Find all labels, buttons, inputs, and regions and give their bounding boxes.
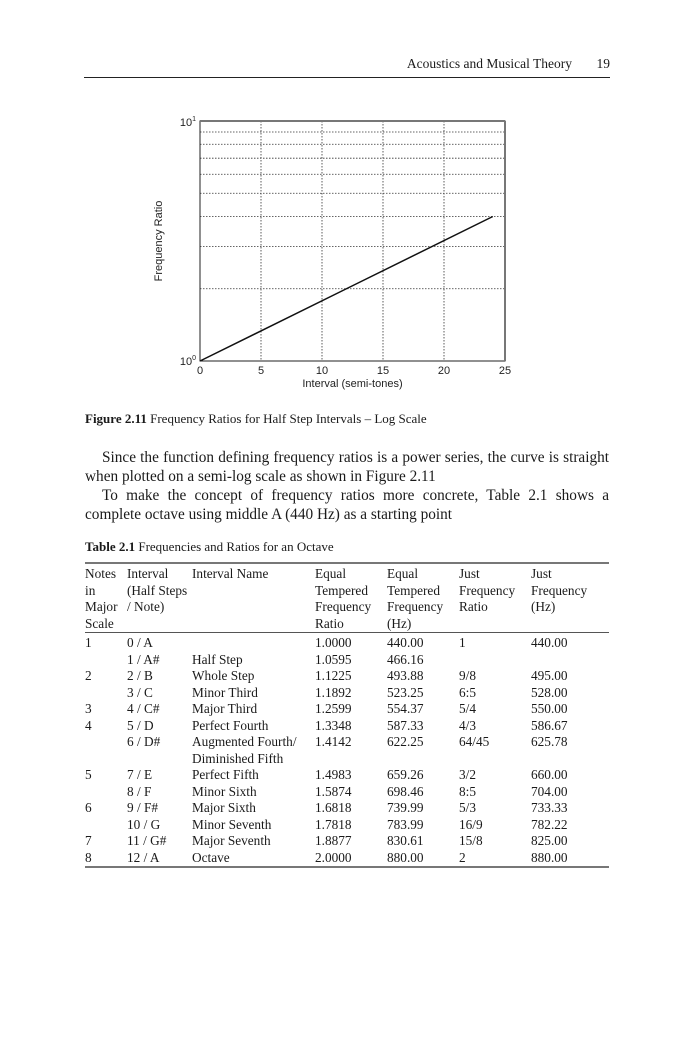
et-ratio-cell (315, 668, 387, 685)
interval-cell (127, 652, 192, 669)
interval-name-cell (192, 668, 315, 685)
et-ratio-cell (315, 850, 387, 868)
y-axis-label: Frequency Ratio (153, 200, 165, 282)
just-ratio-cell (459, 718, 531, 735)
et-ratio-cell-text: 1.4142 (315, 734, 352, 749)
just-ratio-cell (459, 685, 531, 702)
table-label: Table 2.1 (85, 539, 136, 554)
et-ratio-cell (315, 718, 387, 735)
figure-label: Figure 2.11 (85, 411, 147, 426)
just-ratio-cell-text: 16/9 (459, 816, 483, 832)
just-hz-cell-text: 586.67 (531, 717, 568, 733)
table-row (85, 767, 609, 784)
interval-name-cell (192, 833, 315, 850)
et-hz-cell-text: 880.00 (387, 849, 424, 865)
just-ratio-cell (459, 833, 531, 850)
just-hz-cell (531, 718, 609, 735)
just-hz-cell (531, 633, 609, 652)
interval-cell-text: 5 / D (127, 717, 154, 733)
just-ratio-cell (459, 668, 531, 685)
page-number: 19 (596, 56, 610, 71)
interval-cell-text: 2 / B (127, 668, 153, 683)
et-ratio-cell-text: 1.3348 (315, 717, 352, 733)
just-ratio-cell (459, 633, 531, 652)
interval-cell-text: 3 / C (127, 684, 153, 700)
column-header-line: Ratio (459, 599, 488, 614)
column-header-just-frequency-hz (531, 563, 609, 633)
interval-name-cell-text: Half Step (192, 651, 243, 667)
page-header (84, 55, 610, 78)
column-header-equal-tempered-ratio (315, 563, 387, 633)
table-header-row (85, 563, 609, 633)
interval-cell (127, 767, 192, 784)
interval-cell (127, 800, 192, 817)
table-row (85, 652, 609, 669)
just-ratio-cell-text: 4/3 (459, 717, 476, 733)
interval-cell-text: 9 / F# (127, 800, 159, 815)
column-header-line: (Half Steps (127, 582, 188, 598)
interval-cell-text: 7 / E (127, 767, 153, 782)
x-tick-label: 5 (257, 365, 265, 377)
interval-cell-text: 11 / G# (127, 833, 167, 848)
table-row (85, 718, 609, 735)
just-hz-cell (531, 850, 609, 868)
just-ratio-cell (459, 817, 531, 834)
column-header-notes-in-major-scale (85, 563, 127, 633)
table-row (85, 850, 609, 868)
et-hz-cell-text: 493.88 (387, 668, 424, 683)
just-ratio-cell (459, 734, 531, 767)
just-hz-cell (531, 734, 609, 767)
just-ratio-cell-text: 9/8 (459, 668, 476, 683)
x-tick-label: 20 (437, 365, 451, 377)
et-ratio-cell-text: 1.6818 (315, 800, 352, 815)
running-title: Acoustics and Musical Theory (406, 56, 572, 71)
note-cell-text: 8 (85, 849, 92, 865)
just-hz-cell (531, 800, 609, 817)
x-tick-label: 15 (376, 365, 390, 377)
et-ratio-cell-text: 1.7818 (315, 816, 352, 832)
just-hz-cell (531, 784, 609, 801)
et-ratio-cell (315, 652, 387, 669)
just-ratio-cell (459, 800, 531, 817)
et-ratio-cell-text: 1.0595 (315, 651, 352, 667)
et-hz-cell-text: 830.61 (387, 833, 424, 848)
figure-chart (140, 100, 540, 400)
just-hz-cell-text: 704.00 (531, 783, 568, 799)
interval-name-cell (192, 850, 315, 868)
just-ratio-cell (459, 652, 531, 669)
table-row (85, 701, 609, 718)
interval-name-cell (192, 767, 315, 784)
just-ratio-cell-text: 15/8 (459, 833, 483, 848)
table-row (85, 633, 609, 652)
just-hz-cell-text: 880.00 (531, 849, 568, 865)
et-ratio-cell (315, 633, 387, 652)
just-ratio-cell (459, 784, 531, 801)
just-hz-cell-text: 660.00 (531, 767, 568, 782)
table-row (85, 833, 609, 850)
interval-cell-text: 12 / A (127, 849, 160, 865)
interval-cell (127, 685, 192, 702)
table-row (85, 685, 609, 702)
et-ratio-cell-text: 2.0000 (315, 849, 352, 865)
et-hz-cell (387, 850, 459, 868)
note-cell (85, 734, 127, 767)
et-ratio-cell-text: 1.0000 (315, 635, 352, 650)
interval-name-cell-text: Perfect Fifth (192, 767, 259, 782)
et-hz-cell (387, 668, 459, 685)
et-hz-cell-text: 523.25 (387, 684, 424, 700)
note-cell (85, 718, 127, 735)
column-header-line: Just (531, 566, 552, 581)
note-cell-text: 1 (85, 635, 92, 650)
y-tick-label: $10^1$ (179, 116, 196, 129)
just-hz-cell-text: 495.00 (531, 668, 568, 683)
et-hz-cell (387, 767, 459, 784)
interval-name-cell-text: Augmented Fourth/ (192, 734, 297, 749)
note-cell (85, 817, 127, 834)
et-hz-cell (387, 685, 459, 702)
column-header-just-frequency-ratio (459, 563, 531, 633)
semilog-line-chart (140, 100, 540, 400)
column-header-line: (Hz) (531, 599, 556, 614)
x-tick-label: 10 (315, 365, 329, 377)
just-ratio-cell-text: 64/45 (459, 734, 490, 749)
interval-cell (127, 701, 192, 718)
x-tick-label: 0 (196, 365, 204, 377)
et-hz-cell (387, 652, 459, 669)
x-tick-label: 25 (498, 365, 512, 377)
just-ratio-cell-text: 1 (459, 635, 466, 650)
et-ratio-cell-text: 1.5874 (315, 783, 352, 799)
et-hz-cell-text: 659.26 (387, 767, 424, 782)
note-cell-text: 4 (85, 717, 92, 733)
note-cell (85, 668, 127, 685)
et-ratio-cell (315, 767, 387, 784)
just-hz-cell-text: 528.00 (531, 684, 568, 700)
interval-name-cell (192, 701, 315, 718)
et-hz-cell-text: 739.99 (387, 800, 424, 815)
interval-name-cell-text: Major Seventh (192, 833, 271, 848)
figure-caption (85, 411, 427, 427)
et-hz-cell-text: 622.25 (387, 734, 424, 749)
interval-name-cell (192, 784, 315, 801)
just-hz-cell-text: 825.00 (531, 833, 568, 848)
note-cell-text: 6 (85, 800, 92, 815)
et-hz-cell-text: 440.00 (387, 635, 424, 650)
note-cell-text: 3 (85, 701, 92, 716)
interval-cell-text: 10 / G (127, 816, 161, 832)
column-header-line: Equal (387, 566, 419, 581)
et-hz-cell-text: 698.46 (387, 783, 424, 799)
interval-name-cell (192, 800, 315, 817)
interval-name-cell (192, 685, 315, 702)
column-header-line: Ratio (315, 615, 344, 631)
just-ratio-cell-text: 5/3 (459, 800, 476, 815)
interval-cell-text: 8 / F (127, 783, 152, 799)
et-hz-cell (387, 701, 459, 718)
just-hz-cell-text: 782.22 (531, 816, 568, 832)
interval-cell (127, 784, 192, 801)
et-hz-cell (387, 817, 459, 834)
body-paragraph-2: To make the concept of frequency ratios more concrete, Table 2.1 shows a complete octave using middle A (440 Hz) as a starting point (85, 487, 609, 523)
et-ratio-cell-text: 1.4983 (315, 767, 352, 782)
interval-cell (127, 718, 192, 735)
table-row (85, 800, 609, 817)
interval-name-cell-text: Octave (192, 849, 230, 865)
just-ratio-cell-text: 5/4 (459, 701, 476, 716)
just-ratio-cell-text: 6:5 (459, 684, 476, 700)
x-axis-label: Interval (semi-tones) (302, 378, 403, 390)
y-tick-label: $10^0$ (179, 355, 196, 368)
just-ratio-cell-text: 3/2 (459, 767, 476, 782)
just-ratio-cell (459, 850, 531, 868)
et-ratio-cell (315, 817, 387, 834)
et-hz-cell (387, 800, 459, 817)
et-hz-cell-text: 783.99 (387, 816, 424, 832)
interval-name-cell (192, 734, 315, 767)
interval-name-cell (192, 817, 315, 834)
column-header-line: in (85, 582, 96, 598)
just-ratio-cell (459, 767, 531, 784)
interval-name-cell-text: Minor Sixth (192, 783, 257, 799)
note-cell-text: 5 (85, 767, 92, 782)
et-ratio-cell (315, 701, 387, 718)
interval-cell (127, 633, 192, 652)
interval-name-cell-text: Major Third (192, 701, 258, 716)
just-hz-cell-text: 625.78 (531, 734, 568, 749)
column-header-interval-name (192, 563, 315, 633)
just-ratio-cell-text: 2 (459, 849, 466, 865)
column-header-line: Interval (127, 566, 169, 581)
note-cell (85, 701, 127, 718)
column-header-line: Frequency (315, 599, 372, 614)
et-hz-cell (387, 734, 459, 767)
et-ratio-cell-text: 1.1225 (315, 668, 352, 683)
et-hz-cell-text: 554.37 (387, 701, 424, 716)
column-header-line: Interval Name (192, 566, 269, 581)
column-header-line: Just (459, 566, 480, 581)
column-header-line: (Hz) (387, 615, 412, 631)
et-ratio-cell (315, 784, 387, 801)
interval-name-cell-text: Major Sixth (192, 800, 256, 815)
frequency-ratio-table (85, 562, 609, 868)
interval-cell-text: 6 / D# (127, 734, 161, 749)
note-cell (85, 833, 127, 850)
interval-cell (127, 668, 192, 685)
et-hz-cell (387, 718, 459, 735)
just-hz-cell-text: 733.33 (531, 800, 568, 815)
note-cell (85, 652, 127, 669)
note-cell (85, 767, 127, 784)
column-header-equal-tempered-hz (387, 563, 459, 633)
just-hz-cell (531, 685, 609, 702)
interval-cell (127, 833, 192, 850)
et-hz-cell (387, 784, 459, 801)
et-hz-cell-text: 466.16 (387, 651, 424, 667)
interval-cell (127, 817, 192, 834)
column-header-line: Frequency (459, 582, 516, 598)
et-ratio-cell (315, 800, 387, 817)
table-row (85, 734, 609, 767)
interval-name-cell-text: Minor Seventh (192, 816, 272, 832)
table-row (85, 668, 609, 685)
column-header-line: Major (85, 599, 118, 614)
column-header-line: Notes (85, 566, 117, 581)
column-header-line: Frequency (531, 582, 588, 598)
note-cell (85, 633, 127, 652)
note-cell-text: 7 (85, 833, 92, 848)
column-header-line: Scale (85, 615, 114, 631)
interval-name-cell (192, 718, 315, 735)
et-ratio-cell (315, 734, 387, 767)
interval-cell (127, 734, 192, 767)
note-cell (85, 784, 127, 801)
interval-name-cell-line2: Diminished Fifth (192, 750, 284, 766)
et-ratio-cell-text: 1.1892 (315, 684, 352, 700)
column-header-line: Tempered (315, 582, 368, 598)
plot-area (200, 121, 505, 361)
note-cell (85, 850, 127, 868)
et-hz-cell (387, 833, 459, 850)
body-paragraph-1: Since the function defining frequency ratios is a power series, the curve is straight when plotted on a semi-log scale as shown in Figure 2.11 (85, 449, 609, 485)
et-ratio-cell-text: 1.2599 (315, 701, 352, 716)
table-body (85, 633, 609, 868)
note-cell (85, 685, 127, 702)
interval-cell (127, 850, 192, 868)
interval-name-cell-text: Whole Step (192, 668, 255, 683)
column-header-interval-half-steps-note (127, 563, 192, 633)
just-ratio-cell (459, 701, 531, 718)
just-hz-cell (531, 767, 609, 784)
table-row (85, 817, 609, 834)
just-hz-cell (531, 668, 609, 685)
interval-name-cell-text: Perfect Fourth (192, 717, 269, 733)
et-hz-cell-text: 587.33 (387, 717, 424, 733)
note-cell-text: 2 (85, 668, 92, 683)
just-hz-cell-text: 550.00 (531, 701, 568, 716)
et-ratio-cell (315, 685, 387, 702)
figure-caption-text: Frequency Ratios for Half Step Intervals – Log Scale (150, 411, 427, 426)
note-cell (85, 800, 127, 817)
column-header-line: Frequency (387, 599, 444, 614)
et-ratio-cell (315, 833, 387, 850)
interval-name-cell-text: Minor Third (192, 684, 258, 700)
just-ratio-cell-text: 8:5 (459, 783, 476, 799)
column-header-line: / Note) (127, 599, 165, 614)
table-row (85, 784, 609, 801)
table-caption (85, 539, 334, 555)
just-hz-cell (531, 701, 609, 718)
et-ratio-cell-text: 1.8877 (315, 833, 352, 848)
column-header-line: Tempered (387, 582, 440, 598)
et-hz-cell (387, 633, 459, 652)
just-hz-cell (531, 833, 609, 850)
just-hz-cell (531, 652, 609, 669)
interval-cell-text: 0 / A (127, 635, 153, 650)
column-header-line: Equal (315, 566, 347, 581)
interval-name-cell (192, 633, 315, 652)
table-caption-text: Frequencies and Ratios for an Octave (138, 539, 334, 554)
interval-name-cell (192, 652, 315, 669)
just-hz-cell-text: 440.00 (531, 635, 568, 650)
interval-cell-text: 1 / A# (127, 651, 160, 667)
interval-cell-text: 4 / C# (127, 701, 160, 716)
just-hz-cell (531, 817, 609, 834)
